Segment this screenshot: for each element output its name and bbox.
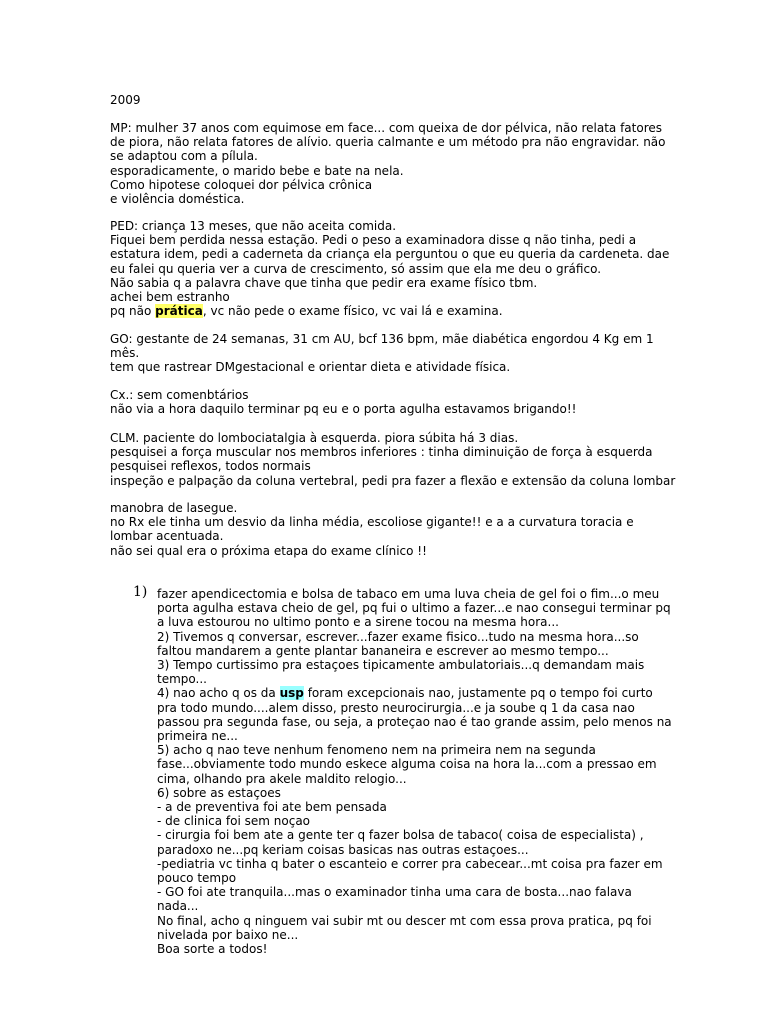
go-section <box>110 332 654 375</box>
cx-line: Cx.: sem comenbtários <box>110 388 249 402</box>
ped-line-highlighted: pq não prática, vc não pede o exame físico, vc vai lá e examina. <box>110 304 503 319</box>
go-line: tem que rastrear DMgestacional e orientar dieta e atividade física. <box>110 360 511 375</box>
list-line: 3) Tempo curtissimo pra estaçoes tipicamente ambulatoriais...q demandam mais <box>157 658 645 673</box>
list-line: faltou mandarem a gente plantar bananeira e escrever ao mesmo tempo... <box>157 643 609 658</box>
list-line: tempo... <box>157 672 207 687</box>
mp-line: se adaptou com a pílula. <box>110 149 258 164</box>
list-line: - GO foi ate tranquila...mas o examinador tinha uma cara de bosta...nao falava <box>157 885 632 900</box>
list-line: 2) Tivemos q conversar, escrever...fazer exame fisico...tudo na mesma hora...so <box>157 629 639 644</box>
highlight-usp: usp <box>279 686 304 701</box>
cx-section <box>110 388 630 416</box>
lasegue-line: no Rx ele tinha um desvio da linha média, escoliose gigante!! e a a curvatura toracia e <box>110 515 634 530</box>
clm-line: CLM. paciente do lombociatalgia à esquerda. piora súbita há 3 dias. <box>110 431 519 445</box>
list-line: 6) sobre as estaçoes <box>157 785 281 800</box>
year-heading: 2009 <box>110 93 141 107</box>
list-line: fazer apendicectomia e bolsa de tabaco em uma luva cheia de gel foi o fim...o meu <box>157 587 660 601</box>
list-line-highlighted: 4) nao acho q os da usp foram excepcionais nao, justamente pq o tempo foi curto <box>157 686 653 701</box>
list-line: -pediatria vc tinha q bater o escanteio e correr pra cabecear...mt coisa pra fazer em <box>157 856 663 871</box>
list-marker: 1) <box>133 584 148 600</box>
list-line: - a de preventiva foi ate bem pensada <box>157 800 387 815</box>
list-line: pra todo mundo....alem disso, presto neurocirurgia...e ja soube q 1 da casa nao <box>157 700 635 715</box>
list-line: a luva estourou no ultimo ponto e a sirene tocou na mesma hora... <box>157 615 559 630</box>
lasegue-line: lombar acentuada. <box>110 529 224 544</box>
mp-line: esporadicamente, o marido bebe e bate na nela. <box>110 163 404 178</box>
list-line: No final, acho q ninguem vai subir mt ou descer mt com essa prova pratica, pq foi <box>157 913 652 928</box>
list-item-text <box>157 587 672 957</box>
mp-section <box>110 121 666 207</box>
ped-line: Fiquei bem perdida nessa estação. Pedi o peso a examinadora disse q não tinha, pedi a <box>110 233 637 248</box>
list-line: pouco tempo <box>157 871 237 886</box>
list-line: nivelada por baixo ne... <box>157 927 299 942</box>
ped-line: achei bem estranho <box>110 290 230 305</box>
mp-line: de piora, não relata fatores de alívio. queria calmante e um método pra não engravidar. não <box>110 135 666 150</box>
list-line: Boa sorte a todos! <box>157 942 268 957</box>
list-line: - cirurgia foi bem ate a gente ter q fazer bolsa de tabaco( coisa de especialista) , <box>157 828 644 843</box>
ped-line: PED: criança 13 meses, que não aceita comida. <box>110 219 397 233</box>
ped-line: Não sabia q a palavra chave que tinha que pedir era exame físico tbm. <box>110 275 538 290</box>
ped-line: eu falei qu queria ver a curva de crescimento, só assim que ela me deu o gráfico. <box>110 261 602 276</box>
lasegue-section <box>110 501 634 558</box>
list-line: porta agulha estava cheio de gel, pq fui o ultimo a fazer...e nao consegui terminar pq <box>157 601 671 616</box>
clm-line: inspeção e palpação da coluna vertebral, pedi pra fazer a flexão e extensão da coluna lombar <box>110 473 676 488</box>
lasegue-line: não sei qual era o próxima etapa do exame clínico !! <box>110 543 427 558</box>
highlight-pratica: prática <box>155 304 203 319</box>
go-line: mês. <box>110 346 140 361</box>
clm-line: pesquisei a força muscular nos membros inferiores : tinha diminuição de força à esquerda <box>110 445 653 460</box>
clm-line: pesquisei reflexos, todos normais <box>110 459 311 474</box>
clm-section <box>110 431 676 488</box>
go-line: GO: gestante de 24 semanas, 31 cm AU, bcf 136 bpm, mãe diabética engordou 4 Kg em 1 <box>110 332 654 346</box>
mp-line: Como hipotese coloquei dor pélvica crônica <box>110 177 373 192</box>
list-line: nada... <box>157 899 199 914</box>
list-line: paradoxo ne...pq keriam coisas basicas nas outras estaçoes... <box>157 842 529 857</box>
mp-line: MP: mulher 37 anos com equimose em face... com queixa de dor pélvica, não relata fatores <box>110 121 663 135</box>
list-line: cima, olhando pra akele maldito relogio... <box>157 771 407 786</box>
cx-line: não via a hora daquilo terminar pq eu e o porta agulha estavamos brigando!! <box>110 402 577 417</box>
list-line: passou pra segunda fase, ou seja, a proteçao nao é tao grande assim, pelo menos na <box>157 714 672 729</box>
mp-line: e violência doméstica. <box>110 192 245 207</box>
ped-section <box>110 219 670 319</box>
list-line: primeira ne... <box>157 729 238 744</box>
ped-line: estatura idem, pedi a caderneta da criança ela perguntou o que eu queria da cardeneta. dae <box>110 247 670 262</box>
list-line: 5) acho q nao teve nenhum fenomeno nem na primeira nem na segunda <box>157 743 596 758</box>
list-line: fase...obviamente todo mundo eskece alguma coisa na hora la...com a pressao em <box>157 757 657 772</box>
lasegue-line: manobra de lasegue. <box>110 501 238 515</box>
list-line: - de clinica foi sem noçao <box>157 814 311 829</box>
